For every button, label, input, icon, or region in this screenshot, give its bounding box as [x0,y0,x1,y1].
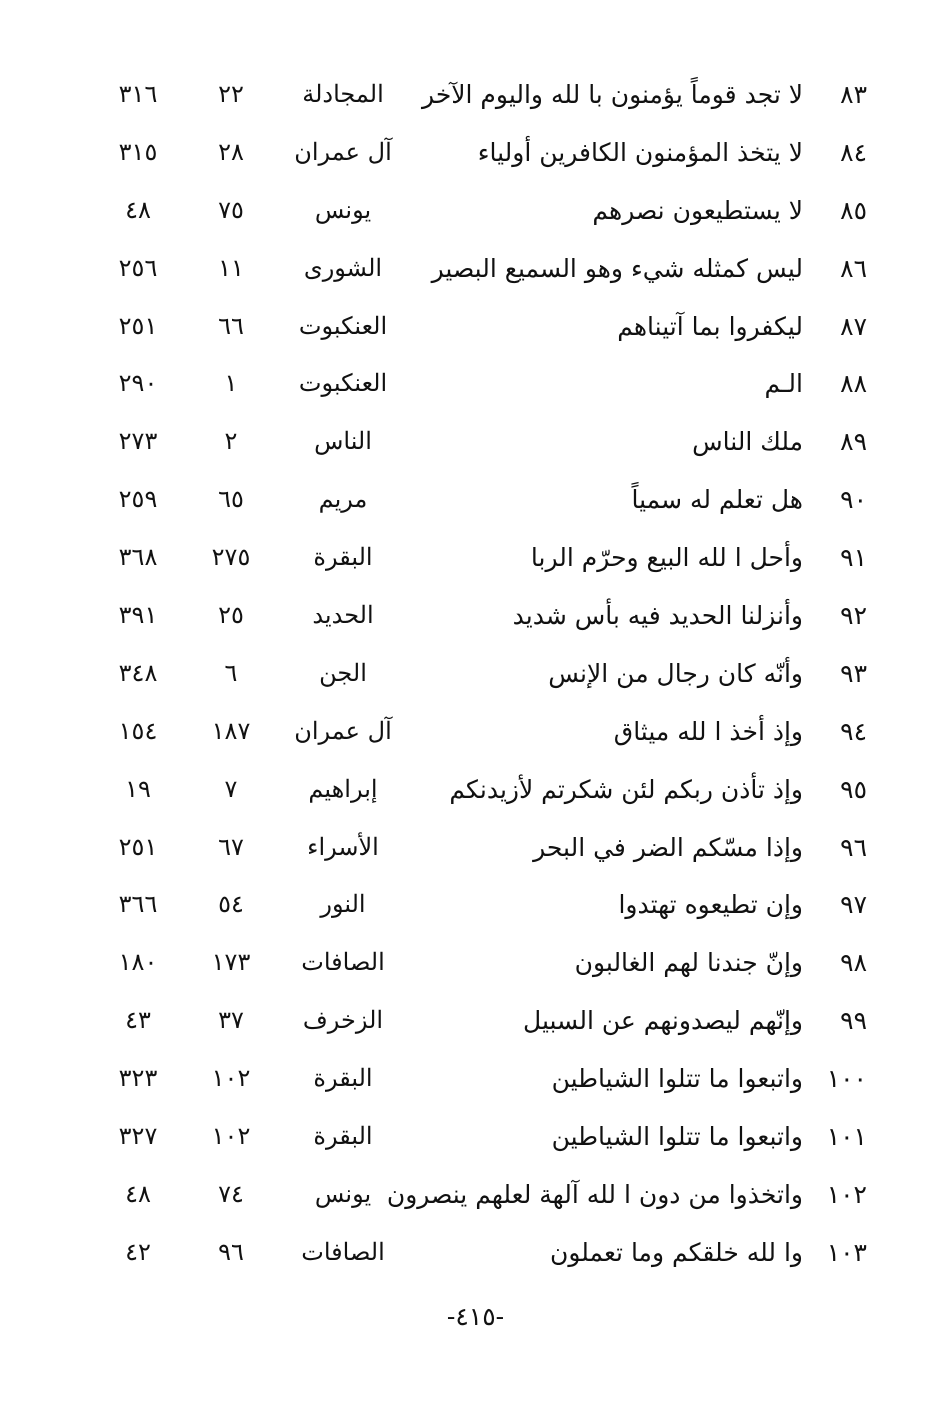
verse-text: ليس كمثله شيء وهو السميع البصير [431,253,803,283]
surah-name: النور [320,890,366,919]
page-reference: ٣٦٦ [118,890,158,919]
ayah-number: ٢٨ [218,137,244,166]
page-reference: ٢٥١ [118,311,158,340]
index-row [0,587,951,645]
surah-name: الناس [314,427,372,456]
ayah-number: ١٨٧ [211,716,251,745]
index-row [0,876,951,934]
ayah-number: ٧ [224,774,238,803]
entry-number: ١٠٠ [826,1064,867,1094]
entry-number: ١٠٣ [826,1237,867,1267]
verse-text: وإن تطيعوه تهتدوا [618,890,803,920]
page-reference: ٢٩٠ [118,369,158,398]
surah-name: البقرة [313,543,373,572]
index-row [0,819,951,877]
surah-name: مريم [318,485,368,514]
surah-name: الحديد [312,601,374,630]
verse-text: وا لله خلقكم وما تعملون [549,1237,803,1267]
entry-number: ٨٥ [840,195,867,225]
index-row [0,182,951,240]
verse-text: واتخذوا من دون ا لله آلهة لعلهم ينصرون [386,1179,803,1209]
ayah-number: ٦٦ [218,311,244,340]
surah-name: يونس [314,1179,372,1208]
verse-text: لا يستطيعون نصرهم [592,195,803,225]
verse-text: الـم [764,369,803,399]
page-reference: ٢٥٦ [118,253,158,282]
ayah-number: ٦٥ [218,485,244,514]
page-reference: ٤٣ [125,1006,151,1035]
entry-number: ٩٥ [840,774,867,804]
index-row [0,1050,951,1108]
surah-name: إبراهيم [308,774,378,803]
ayah-number: ٥٤ [218,890,244,919]
surah-name: الجن [319,658,367,687]
entry-number: ٨٨ [840,369,867,399]
index-row [0,529,951,587]
page-reference: ١٥٤ [118,716,158,745]
ayah-number: ٢٢ [218,80,244,108]
ayah-number: ٧٥ [218,195,244,224]
entry-number: ٩١ [840,543,867,573]
entry-number: ٩٩ [840,1006,867,1036]
verse-text: وأنّه كان رجال من الإنس [548,658,803,688]
page-reference: ٢٧٣ [118,427,158,456]
verse-text: واتبعوا ما تتلوا الشياطين [551,1122,803,1152]
entry-number: ٨٧ [840,311,867,341]
index-row [0,992,951,1050]
entry-number: ٨٣ [840,80,867,109]
page-reference: ٣٦٨ [118,543,158,572]
page-reference: ٣٤٨ [118,658,158,687]
index-row [0,645,951,703]
verse-text: وأحل ا لله البيع وحرّم الربا [530,543,803,573]
entry-number: ٩٨ [840,948,867,978]
entry-number: ٩٤ [840,716,867,746]
verse-text: ملك الناس [692,427,803,457]
ayah-number: ٢٧٥ [211,543,251,572]
entry-number: ٩٠ [840,485,867,515]
page-reference: ٣١٥ [118,137,158,166]
surah-name: آل عمران [294,137,392,166]
surah-name: الشورى [303,253,383,282]
page-reference: ٣٢٣ [118,1064,158,1093]
ayah-number: ١١ [218,253,244,282]
entry-number: ٩٦ [840,832,867,862]
index-row [0,124,951,182]
surah-name: الصافات [301,1237,385,1266]
page-reference: ٢٥١ [118,832,158,861]
index-row [0,703,951,761]
index-row [0,298,951,356]
surah-name: الأسراء [307,832,379,861]
entry-number: ٩٣ [840,658,867,688]
index-row [0,471,951,529]
verse-text: وإنّ جندنا لهم الغالبون [574,948,803,978]
verse-text: هل تعلم له سمياً [631,485,803,515]
index-row [0,1166,951,1224]
entry-number: ٩٧ [840,890,867,920]
entry-number: ٨٤ [840,137,867,167]
ayah-number: ٦٧ [218,832,244,861]
index-row [0,934,951,992]
index-row [0,240,951,298]
page-reference: ٢٥٩ [118,485,158,514]
surah-name: العنكبوت [298,369,388,398]
page-reference: ٣٩١ [118,601,158,630]
entry-number: ٩٢ [840,601,867,631]
index-row [0,761,951,819]
ayah-number: ١٠٢ [211,1122,251,1151]
surah-name: المجادلة [302,80,384,108]
index-row [0,355,951,413]
surah-name: الزخرف [302,1006,384,1035]
page-number: -٤١٥- [446,1302,505,1331]
ayah-number: ٣٧ [218,1006,244,1035]
index-row [0,1224,951,1282]
page-reference: ١٩ [125,774,151,803]
verse-text: وإنّهم ليصدونهم عن السبيل [523,1006,803,1036]
ayah-number: ١ [224,369,238,398]
surah-name: آل عمران [294,716,392,745]
surah-name: البقرة [313,1122,373,1151]
ayah-number: ١٠٢ [211,1064,251,1093]
verse-text: وأنزلنا الحديد فيه بأس شديد [512,601,803,631]
index-row [0,66,951,124]
surah-name: الصافات [301,948,385,977]
page-reference: ٣١٦ [118,80,158,108]
surah-name: البقرة [313,1064,373,1093]
verse-text: وإذا مسّكم الضر في البحر [533,832,803,862]
verse-text: وإذ أخذ ا لله ميثاق [613,716,803,746]
ayah-number: ٢ [224,427,238,456]
verse-text: وإذ تأذن ربكم لئن شكرتم لأزيدنكم [449,774,803,804]
ayah-number: ٧٤ [218,1179,244,1208]
page-reference: ٤٢ [125,1237,151,1266]
verse-text: ليكفروا بما آتيناهم [617,311,803,341]
ayah-number: ٦ [224,658,238,687]
page-reference: ٣٢٧ [118,1122,158,1151]
verse-text: لا يتخذ المؤمنون الكافرين أولياء [477,137,803,167]
index-row [0,1108,951,1166]
page-reference: ٤٨ [125,1179,151,1208]
verse-text: لا تجد قوماً يؤمنون با لله واليوم الآخر [422,80,803,109]
ayah-number: ١٧٣ [211,948,251,977]
entry-number: ٨٦ [840,253,867,283]
ayah-number: ٩٦ [218,1237,244,1266]
surah-name: العنكبوت [298,311,388,340]
index-table [0,66,951,1282]
verse-text: واتبعوا ما تتلوا الشياطين [551,1064,803,1094]
entry-number: ٨٩ [840,427,867,457]
entry-number: ١٠٢ [826,1179,867,1209]
entry-number: ١٠١ [826,1122,867,1152]
ayah-number: ٢٥ [218,601,244,630]
page-reference: ٤٨ [125,195,151,224]
page-reference: ١٨٠ [118,948,158,977]
surah-name: يونس [314,195,372,224]
index-row [0,413,951,471]
